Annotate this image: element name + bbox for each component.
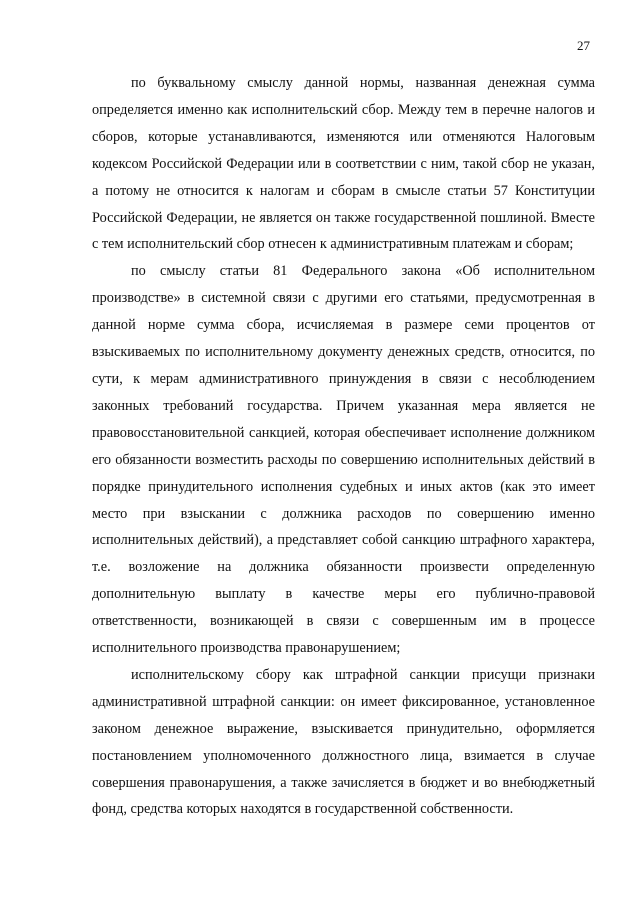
paragraph-1: по буквальному смыслу данной нормы, названная денежная сумма определяется именно как исполнительский сбор. Между тем в перечне налогов и сборов, которые устанавливаются, изменяются или отменяются Налоговым кодексом Российской Федерации или в соответствии с ним, такой сбор не указан, а потому не относится к налогам и сборам в смысле статьи 57 Конституции Российской Федерации, не является он также государственной пошлиной. Вместе с тем исполнительский сбор отнесен к административным платежам и сборам; xyxy=(92,75,595,253)
paragraph-2: по смыслу статьи 81 Федерального закона «Об исполнительном производстве» в системной связи с другими его статьями, предусмотренная в данной норме сумма сбора, исчисляемая в размере семи процентов от взыскиваемых по исполнительному документу денежных средств, относится, по сути, к мерам административного принуждения в связи с несоблюдением законных требований государства. Причем указанная мера является не правовосстановительной санкцией, которая обеспечивает исполнение должником его обязанности возместить расходы по совершению исполнительных действий в порядке принудительного исполнения судебных и иных актов (как это имеет место при взыскании с должника расходов по совершению именно исполнительных действий), а представляет собой санкцию штрафного характера, т.е. возложение на должника обязанности произвести определенную дополнительную выплату в качестве меры его публично-правовой ответственности, возникающей в связи с совершенным им в процессе исполнительного производства правонарушением; xyxy=(92,263,595,657)
page-number: 27 xyxy=(577,38,590,53)
paragraph-3: исполнительскому сбору как штрафной санкции присущи признаки административной штрафной санкции: он имеет фиксированное, установленное законом денежное выражение, взыскивается принудительно, оформляется постановлением уполномоченного должностного лица, взимается в случае совершения правонарушения, а также зачисляется в бюджет и во внебюджетный фонд, средства которых находятся в государственной собственности. xyxy=(92,666,595,818)
document-body xyxy=(92,70,595,823)
